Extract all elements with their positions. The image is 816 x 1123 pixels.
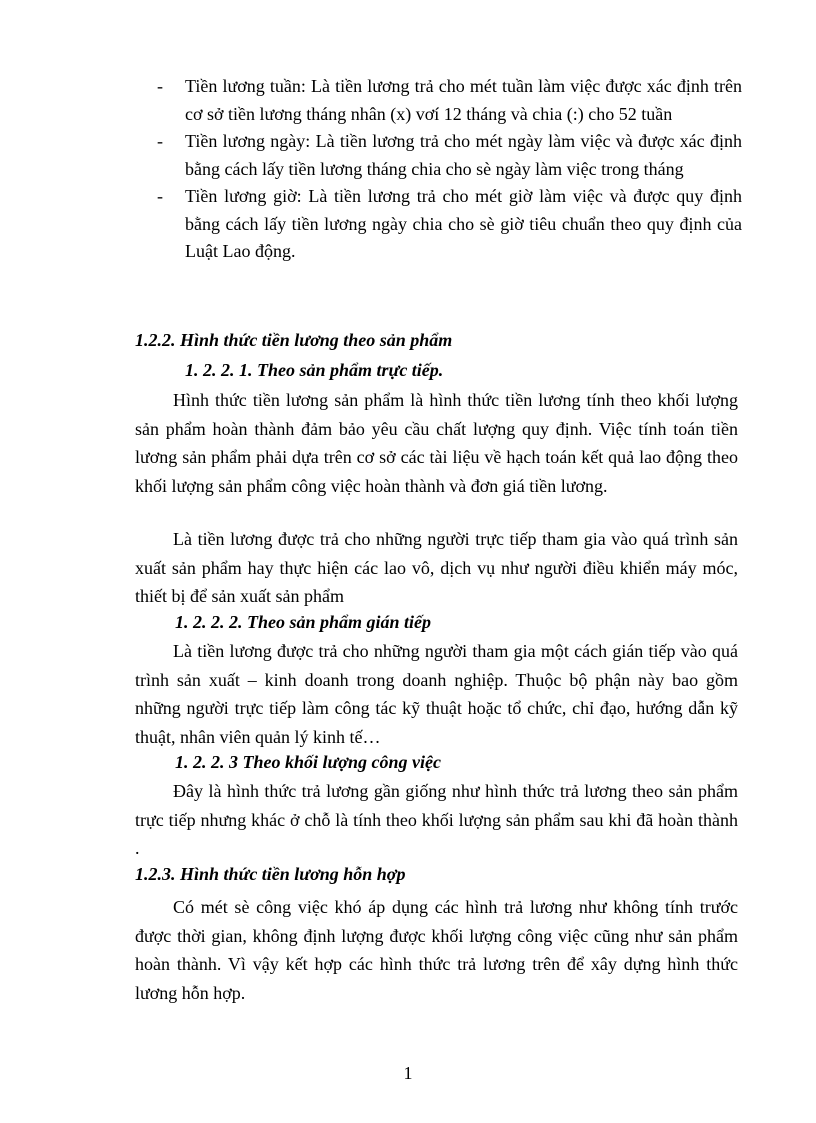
paragraph-direct-workers: Là tiền lương được trả cho những người trực tiếp tham gia vào quá trình sản xuất sản phẩm hay thực hiện các lao vô, dịch vụ như người điều khiển máy móc, thiết bị để sản xuất sản phẩm bbox=[135, 529, 738, 606]
section-heading-123: 1.2.3. Hình thức tiền lương hỗn hợp bbox=[135, 864, 406, 884]
list-item bbox=[152, 183, 742, 266]
paragraph-indirect: Là tiền lương được trả cho những người tham gia một cách gián tiếp vào quá trình sản xuất – kinh doanh trong doanh nghiệp. Thuộc bộ phận này bao gồm những người trực tiếp làm công tác kỹ thuật hoặc tổ chức, chỉ đạo, hướng dẫn kỹ thuật, nhân viên quản lý kinh tế… bbox=[135, 641, 738, 747]
bullet-text-weekly: Tiền lương tuần: Là tiền lương trả cho mét tuần làm việc được xác định trên cơ sở tiền lương tháng nhân (x) vơí 12 tháng và chia (:) cho 52 tuần bbox=[185, 76, 742, 124]
subsection-heading-3: 1. 2. 2. 3 Theo khối lượng công việc bbox=[175, 752, 441, 772]
bullet-dash: - bbox=[157, 131, 163, 151]
subsection-heading-1: 1. 2. 2. 1. Theo sản phẩm trực tiếp. bbox=[185, 360, 444, 380]
bullet-dash: - bbox=[157, 76, 163, 96]
subsection-heading-2: 1. 2. 2. 2. Theo sản phẩm gián tiếp bbox=[175, 612, 432, 632]
paragraph-direct-product: Hình thức tiền lương sản phẩm là hình thức tiền lương tính theo khối lượng sản phẩm hoàn thành đảm bảo yêu cầu chất lượng quy định. Việc tính toán tiền lương sản phẩm phải dựa trên cơ sở các tài liệu về hạch toán kết quả lao động theo khối lượng sản phẩm công việc hoàn thành và đơn giá tiền lương. bbox=[135, 390, 738, 496]
bullet-text-hourly: Tiền lương giờ: Là tiền lương trả cho mét giờ làm việc và được quy định bằng cách lấy tiền lương ngày chia cho sè giờ tiêu chuẩn theo quy định của Luật Lao động. bbox=[185, 186, 742, 261]
section-heading-122: 1.2.2. Hình thức tiền lương theo sản phẩm bbox=[135, 330, 453, 350]
paragraph-mixed: Có mét sè công việc khó áp dụng các hình trả lương như không tính trước được thời gian, không định lượng được khối lượng công việc cũng như sản phẩm hoàn thành. Vì vậy kết hợp các hình thức trả lương trên để xây dựng hình thức lương hỗn hợp. bbox=[135, 897, 738, 1003]
page-number: 1 bbox=[403, 1063, 413, 1083]
bullet-text-daily: Tiền lương ngày: Là tiền lương trả cho mét ngày làm việc và được xác định bằng cách lấy tiền lương tháng chia cho sè ngày làm việc trong tháng bbox=[185, 131, 742, 179]
list-item bbox=[152, 73, 742, 128]
list-item bbox=[152, 128, 742, 183]
paragraph-workload: Đây là hình thức trả lương gần giống như hình thức trả lương theo sản phẩm trực tiếp nhưng khác ở chỗ là tính theo khối lượng sản phẩm sau khi đã hoàn thành . bbox=[135, 781, 738, 858]
salary-type-list bbox=[152, 73, 742, 266]
bullet-dash: - bbox=[157, 186, 163, 206]
